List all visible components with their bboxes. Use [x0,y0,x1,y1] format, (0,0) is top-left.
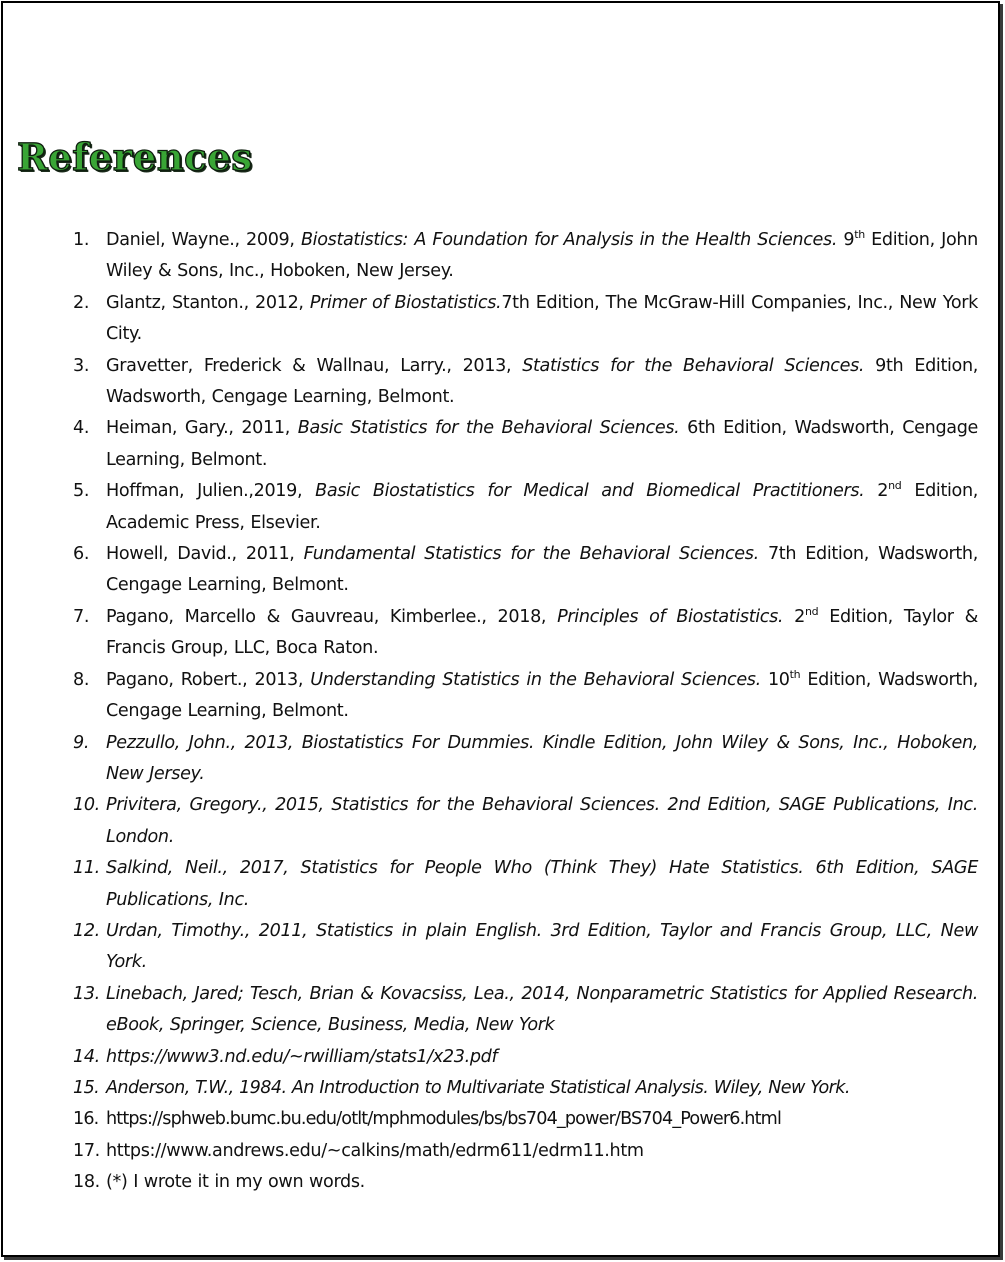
reference-text: Privitera, Gregory., 2015, Statistics for the Behavioral Sciences. 2nd Edition, SAGE Publications, Inc. London. [106,795,978,847]
reference-text: Salkind, Neil., 2017, Statistics for People Who (Think They) Hate Statistics. 6th Edition, SAGE Publications, Inc. [106,858,978,910]
reference-item-14 [73,1042,978,1073]
reference-publisher: Edition, Wadsworth, Cengage Learning, Belmont. [106,669,978,722]
reference-title: Understanding Statistics in the Behavioral Sciences. [310,669,761,690]
references-list [73,225,978,1199]
reference-publisher: 6th Edition, Wadsworth, Cengage Learning, Belmont. [106,418,978,470]
reference-item-12 [73,916,978,979]
reference-item-2 [73,288,978,351]
reference-item-3 [73,351,978,414]
reference-title: Biostatistics: A Foundation for Analysis in the Health Sciences. [300,230,838,250]
reference-author-year: Gravetter, Frederick & Wallnau, Larry., 2013, [106,355,523,376]
reference-item-18 [73,1167,978,1198]
reference-number: 2. [73,292,90,313]
reference-edition-suffix: th [789,667,801,681]
reference-publisher: 9th Edition, Wadsworth, Cengage Learning, Belmont. [106,355,978,408]
reference-item-5 [73,476,978,539]
reference-author-year: Pagano, Marcello & Gauvreau, Kimberlee., 2018, [106,606,558,627]
page-frame [1,1,1000,1257]
reference-title: Basic Statistics for the Behavioral Sciences. [297,418,680,439]
reference-number: 16. [73,1109,99,1130]
reference-number: 13. [73,983,100,1004]
reference-edition-number: 10 [760,669,790,690]
reference-item-11 [73,853,978,916]
reference-number: 1. [73,230,90,250]
reference-title: Principles of Biostatistics. [557,606,784,627]
reference-title: Fundamental Statistics for the Behavioral Sciences. [303,544,759,565]
reference-text: Urdan, Timothy., 2011, Statistics in plain English. 3rd Edition, Taylor and Francis Group, LLC, New York. [106,920,978,973]
reference-number: 10. [73,795,100,816]
reference-edition-suffix: nd [888,479,902,493]
reference-number: 14. [73,1046,100,1067]
reference-item-6 [73,539,978,602]
reference-number: 3. [73,355,90,376]
reference-item-9 [73,728,978,791]
reference-item-13 [73,979,978,1042]
reference-author-year: Glantz, Stanton., 2012, [106,292,310,313]
reference-item-16 [73,1104,978,1135]
reference-item-1 [73,225,978,288]
reference-publisher: Edition, Taylor & Francis Group, LLC, Boca Raton. [106,606,979,659]
reference-number: 11. [73,858,100,879]
reference-title: Statistics for the Behavioral Sciences. [522,355,865,376]
reference-author-year: Howell, David., 2011, [106,544,304,565]
reference-item-4 [73,413,978,476]
reference-item-10 [73,790,978,853]
reference-author-year: Heiman, Gary., 2011, [106,418,298,439]
reference-url: https://www3.nd.edu/~rwilliam/stats1/x23.pdf [106,1046,498,1067]
reference-item-7 [73,602,978,665]
references-heading: References [17,135,253,179]
reference-edition-suffix: nd [804,604,819,618]
reference-text: Anderson, T.W., 1984. An Introduction to Multivariate Statistical Analysis. Wiley, New York. [106,1077,850,1098]
reference-url: https://sphweb.bumc.bu.edu/otlt/mphmodules/bs/bs704_power/BS704_Power6.html [106,1109,781,1130]
reference-edition-suffix: th [854,228,865,241]
reference-publisher: Edition, Academic Press, Elsevier. [106,481,978,533]
reference-author-year: Hoffman, Julien.,2019, [106,481,316,502]
reference-text: Pezzullo, John., 2013, Biostatistics For Dummies. Kindle Edition, John Wiley & Sons, Inc., Hoboken, New Jersey. [106,732,978,784]
reference-author-year: Daniel, Wayne., 2009, [106,230,301,250]
reference-number: 4. [73,418,90,439]
reference-number: 6. [73,544,90,565]
reference-number: 5. [73,481,90,502]
reference-number: 12. [73,920,100,941]
reference-number: 17. [73,1140,100,1161]
reference-number: 7. [73,606,90,627]
reference-edition-number: 2 [864,481,889,502]
reference-publisher: 7th Edition, Wadsworth, Cengage Learning, Belmont. [106,544,978,596]
reference-title: Primer of Biostatistics. [309,292,502,313]
reference-number: 8. [73,669,90,690]
reference-number: 18. [73,1172,100,1193]
reference-number: 15. [73,1077,100,1098]
reference-item-8 [73,665,978,728]
reference-url: https://www.andrews.edu/~calkins/math/edrm611/edrm11.htm [106,1140,644,1161]
reference-edition-number: 2 [783,606,805,627]
reference-item-15 [73,1073,978,1104]
reference-edition-number: 9 [837,230,855,250]
reference-publisher: Edition, John Wiley & Sons, Inc., Hoboken, New Jersey. [106,230,978,282]
reference-author-year: Pagano, Robert., 2013, [106,669,311,690]
reference-number: 9. [73,732,90,753]
reference-item-17 [73,1136,978,1167]
reference-publisher: 7th Edition, The McGraw-Hill Companies, Inc., New York City. [106,292,978,345]
reference-text: Linebach, Jared; Tesch, Brian & Kovacsiss, Lea., 2014, Nonparametric Statistics for Applied Research. eBook, Springer, Science, Business, Media, New York [106,983,978,1036]
reference-text: (*) I wrote it in my own words. [106,1172,365,1193]
reference-title: Basic Biostatistics for Medical and Biomedical Practitioners. [315,481,865,502]
